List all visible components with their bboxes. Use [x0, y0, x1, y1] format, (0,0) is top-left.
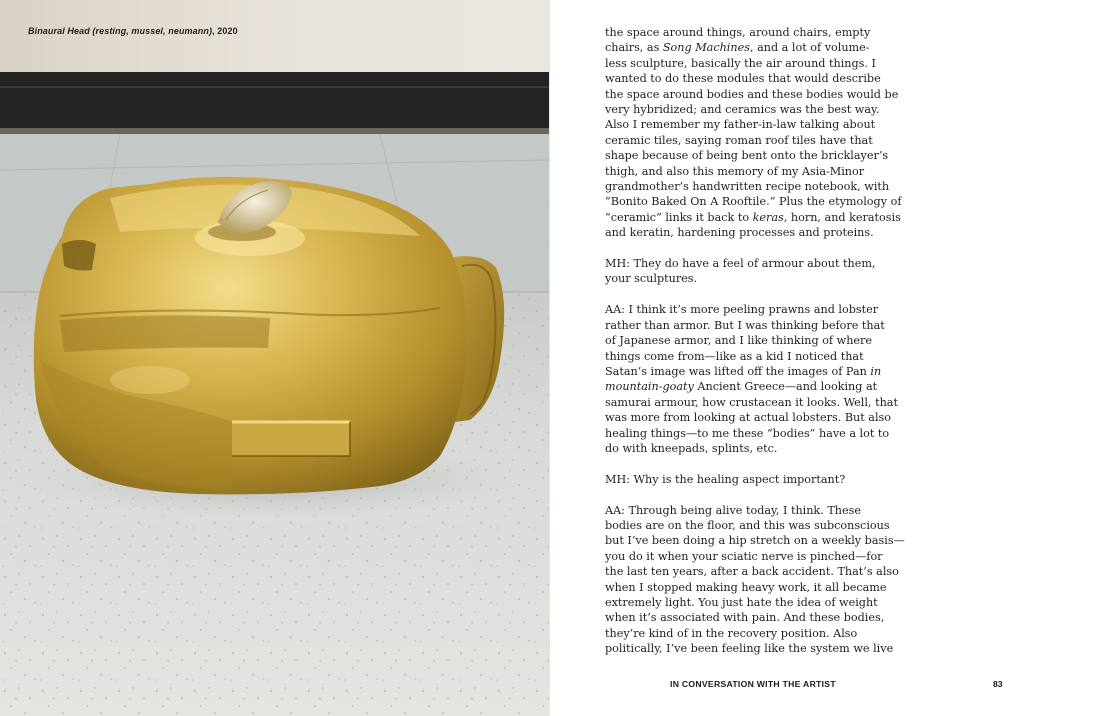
text-line: the space around things, around chairs, empty: [605, 26, 871, 39]
text-line: you do it when your sciatic nerve is pinched—for: [605, 549, 883, 563]
photo-caption: [28, 26, 238, 36]
text-line: when I stopped making heavy work, it all became: [605, 580, 887, 594]
text-line: [605, 379, 915, 394]
text-line: [605, 364, 915, 379]
text-line: AA: I think it’s more peeling prawns and lobster: [605, 303, 879, 317]
text-run: Ancient Greece—and looking at: [693, 380, 878, 394]
text-line: Also I remember my father-in-law talking about: [605, 118, 876, 132]
text-line: “Bonito Baked On A Rooftile.” Plus the etymology of: [605, 195, 902, 209]
text-line: less sculpture, basically the air around things. I: [605, 56, 876, 70]
text-line: rather than armor. But I was thinking before that: [605, 318, 885, 332]
italic-term: keras: [752, 210, 784, 224]
text-line: wanted to do these modules that would describe: [605, 72, 881, 86]
sculpture-photograph: [0, 0, 549, 716]
text-line: bodies are on the floor, and this was subconscious: [605, 518, 890, 532]
left-page: [0, 0, 549, 716]
italic-term: mountain-goaty: [605, 380, 694, 394]
caption-title: Binaural Head (resting, mussel, neumann): [28, 26, 213, 36]
paragraph: [605, 256, 915, 287]
text-line: extremely light. You just hate the idea of weight: [605, 595, 878, 609]
text-line: the space around bodies and these bodies would be: [605, 87, 899, 101]
right-page: [550, 0, 1100, 716]
text-line: your sculptures.: [605, 272, 698, 286]
text-line: shape because of being bent onto the bricklayer’s: [605, 149, 889, 163]
text-line: grandmother’s handwritten recipe notebook, with: [605, 180, 890, 194]
paragraph: [605, 472, 915, 487]
italic-term: in: [870, 364, 882, 378]
text-line: of Japanese armor, and I like thinking of where: [605, 334, 873, 348]
text-line: [605, 40, 915, 55]
text-line: and keratin, hardening processes and proteins.: [605, 226, 874, 240]
text-line: MH: They do have a feel of armour about them,: [605, 257, 876, 271]
paragraph: [605, 503, 915, 657]
text-run: , horn, and keratosis: [783, 210, 901, 224]
text-line: thigh, and also this memory of my Asia-Minor: [605, 164, 865, 178]
text-line: MH: Why is the healing aspect important?: [605, 472, 846, 486]
paragraph: [605, 302, 915, 456]
text-run: , and a lot of volume-: [749, 41, 870, 55]
paragraph: [605, 25, 915, 241]
text-line: samurai armour, how crustacean it looks. Well, that: [605, 395, 898, 409]
running-footer-title: IN CONVERSATION WITH THE ARTIST: [670, 679, 836, 689]
text-run: “ceramic” links it back to: [605, 210, 753, 224]
text-run: chairs, as: [605, 41, 663, 55]
text-line: [605, 210, 915, 225]
text-line: ceramic tiles, saying roman roof tiles have that: [605, 133, 873, 147]
interview-text: [605, 25, 915, 672]
italic-term: Song Machines: [662, 41, 750, 55]
text-line: when it’s associated with pain. And these bodies,: [605, 611, 885, 625]
text-line: politically, I’ve been feeling like the system we live: [605, 642, 894, 656]
text-line: very hybridized; and ceramics was the best way.: [605, 103, 880, 117]
text-line: was more from looking at actual lobsters. But also: [605, 411, 892, 425]
text-line: they’re kind of in the recovery position. Also: [605, 626, 858, 640]
text-line: things come from—like as a kid I noticed that: [605, 349, 864, 363]
text-line: AA: Through being alive today, I think. These: [605, 503, 861, 517]
text-line: do with kneepads, splints, etc.: [605, 441, 778, 455]
text-line: but I’ve been doing a hip stretch on a weekly basis—: [605, 534, 905, 548]
text-line: healing things—to me these “bodies” have a lot to: [605, 426, 890, 440]
text-run: Satan’s image was lifted off the images of Pan: [605, 364, 871, 378]
page-number: 83: [993, 679, 1003, 689]
caption-year: , 2020: [212, 26, 238, 36]
text-line: the last ten years, after a back accident. That’s also: [605, 565, 899, 579]
